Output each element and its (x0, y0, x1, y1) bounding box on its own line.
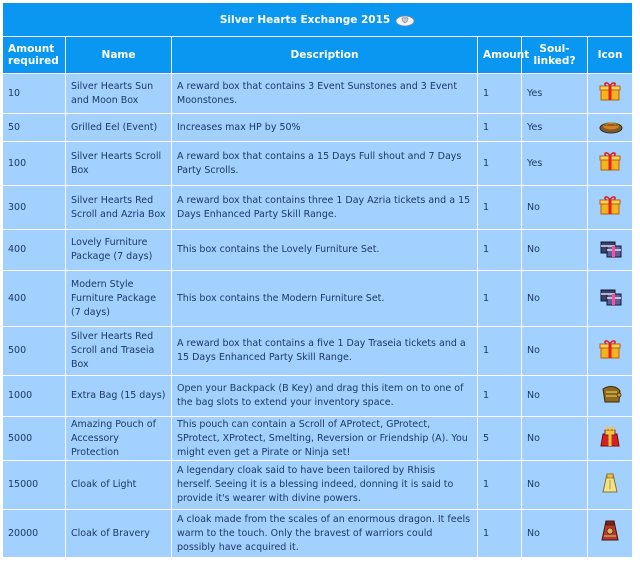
gift-box-icon (599, 194, 621, 216)
cell-description: This box contains the Lovely Furniture Set. (172, 230, 478, 271)
cell-soul-linked: No (522, 327, 588, 376)
cell-icon (588, 510, 633, 558)
gift-box-icon (599, 80, 621, 102)
cell-icon (588, 230, 633, 271)
furniture-package-icon (599, 237, 621, 259)
cell-amount-required: 20000 (3, 510, 66, 558)
cell-amount-required: 10 (3, 74, 66, 114)
table-row (3, 186, 633, 230)
cell-amount-required: 400 (3, 271, 66, 327)
cell-amount: 1 (478, 327, 522, 376)
cell-soul-linked: No (522, 271, 588, 327)
cell-amount-required: 15000 (3, 461, 66, 510)
cell-name: Modern Style Furniture Package (7 days) (66, 271, 172, 327)
cell-amount-required: 1000 (3, 376, 66, 417)
cell-amount-required: 50 (3, 114, 66, 142)
furniture-package-icon (599, 285, 621, 307)
cell-amount: 1 (478, 271, 522, 327)
cell-amount-required: 300 (3, 186, 66, 230)
cell-description: A reward box that contains a five 1 Day Traseia tickets and a 15 Days Enhanced Party Skill Range. (172, 327, 478, 376)
grilled-eel-icon (599, 114, 621, 136)
gift-box-icon (599, 338, 621, 360)
table-row (3, 461, 633, 510)
cell-soul-linked: Yes (522, 142, 588, 186)
header-amount-required: Amount required (3, 37, 66, 74)
cell-icon (588, 142, 633, 186)
gift-box-icon (599, 150, 621, 172)
cell-amount: 1 (478, 114, 522, 142)
cell-amount-required: 100 (3, 142, 66, 186)
cell-icon (588, 327, 633, 376)
cell-amount: 1 (478, 186, 522, 230)
cell-amount: 1 (478, 461, 522, 510)
cell-name: Lovely Furniture Package (7 days) (66, 230, 172, 271)
cell-soul-linked: No (522, 461, 588, 510)
cell-description: This pouch can contain a Scroll of AProtect, GProtect, SProtect, XProtect, Smelting, Reversion or Friendship (A). You might even get a Pirate or Ninja set! (172, 417, 478, 461)
cell-name: Cloak of Light (66, 461, 172, 510)
cell-soul-linked: Yes (522, 74, 588, 114)
cell-icon (588, 417, 633, 461)
table-row (3, 271, 633, 327)
table-row (3, 230, 633, 271)
cell-name: Silver Hearts Red Scroll and Traseia Box (66, 327, 172, 376)
extra-bag-icon (599, 383, 621, 405)
table-row (3, 142, 633, 186)
cell-soul-linked: No (522, 186, 588, 230)
cell-amount: 1 (478, 142, 522, 186)
header-description: Description (172, 37, 478, 74)
cell-icon (588, 376, 633, 417)
cell-name: Extra Bag (15 days) (66, 376, 172, 417)
cell-amount-required: 500 (3, 327, 66, 376)
cloak-of-light-icon (599, 471, 621, 493)
cell-name: Silver Hearts Red Scroll and Azria Box (66, 186, 172, 230)
cell-description: A reward box that contains a 15 Days Full shout and 7 Days Party Scrolls. (172, 142, 478, 186)
cell-name: Amazing Pouch of Accessory Protection (66, 417, 172, 461)
cell-icon (588, 186, 633, 230)
cell-name: Grilled Eel (Event) (66, 114, 172, 142)
red-pouch-icon (599, 424, 621, 446)
header-amount: Amount (478, 37, 522, 74)
cell-description: A legendary cloak said to have been tailored by Rhisis herself. Seeing it is a blessing indeed, donning it is said to provide it's wearer with divine powers. (172, 461, 478, 510)
cell-amount-required: 5000 (3, 417, 66, 461)
table-title-row (3, 3, 633, 37)
table-row (3, 417, 633, 461)
cell-amount: 1 (478, 510, 522, 558)
header-soul-linked: Soul-linked? (522, 37, 588, 74)
cell-soul-linked: Yes (522, 114, 588, 142)
cell-amount-required: 400 (3, 230, 66, 271)
table-row (3, 327, 633, 376)
cell-name: Cloak of Bravery (66, 510, 172, 558)
cell-soul-linked: No (522, 510, 588, 558)
cell-description: A reward box that contains 3 Event Sunstones and 3 Event Moonstones. (172, 74, 478, 114)
cell-icon (588, 74, 633, 114)
cell-icon (588, 461, 633, 510)
table-row (3, 510, 633, 558)
silver-hearts-exchange-table (2, 2, 633, 558)
cell-description: Open your Backpack (B Key) and drag this item on to one of the bag slots to extend your inventory space. (172, 376, 478, 417)
cell-soul-linked: No (522, 417, 588, 461)
cell-soul-linked: No (522, 376, 588, 417)
cloak-of-bravery-icon (599, 519, 621, 541)
table-title: Silver Hearts Exchange 2015 (219, 13, 391, 26)
cell-amount: 1 (478, 230, 522, 271)
cell-soul-linked: No (522, 230, 588, 271)
cell-amount: 1 (478, 376, 522, 417)
cell-description: Increases max HP by 50% (172, 114, 478, 142)
table-row (3, 74, 633, 114)
cell-description: A reward box that contains three 1 Day Azria tickets and a 15 Days Enhanced Party Skill Range. (172, 186, 478, 230)
cell-description: This box contains the Modern Furniture Set. (172, 271, 478, 327)
header-name: Name (66, 37, 172, 74)
cell-amount: 1 (478, 74, 522, 114)
silver-heart-icon (395, 13, 415, 27)
cell-icon (588, 114, 633, 142)
cell-amount: 5 (478, 417, 522, 461)
cell-name: Silver Hearts Sun and Moon Box (66, 74, 172, 114)
header-icon: Icon (588, 37, 633, 74)
cell-icon (588, 271, 633, 327)
table-row (3, 114, 633, 142)
table-row (3, 376, 633, 417)
cell-description: A cloak made from the scales of an enormous dragon. It feels warm to the touch. Only the bravest of warriors could possibly have acquired it. (172, 510, 478, 558)
cell-name: Silver Hearts Scroll Box (66, 142, 172, 186)
